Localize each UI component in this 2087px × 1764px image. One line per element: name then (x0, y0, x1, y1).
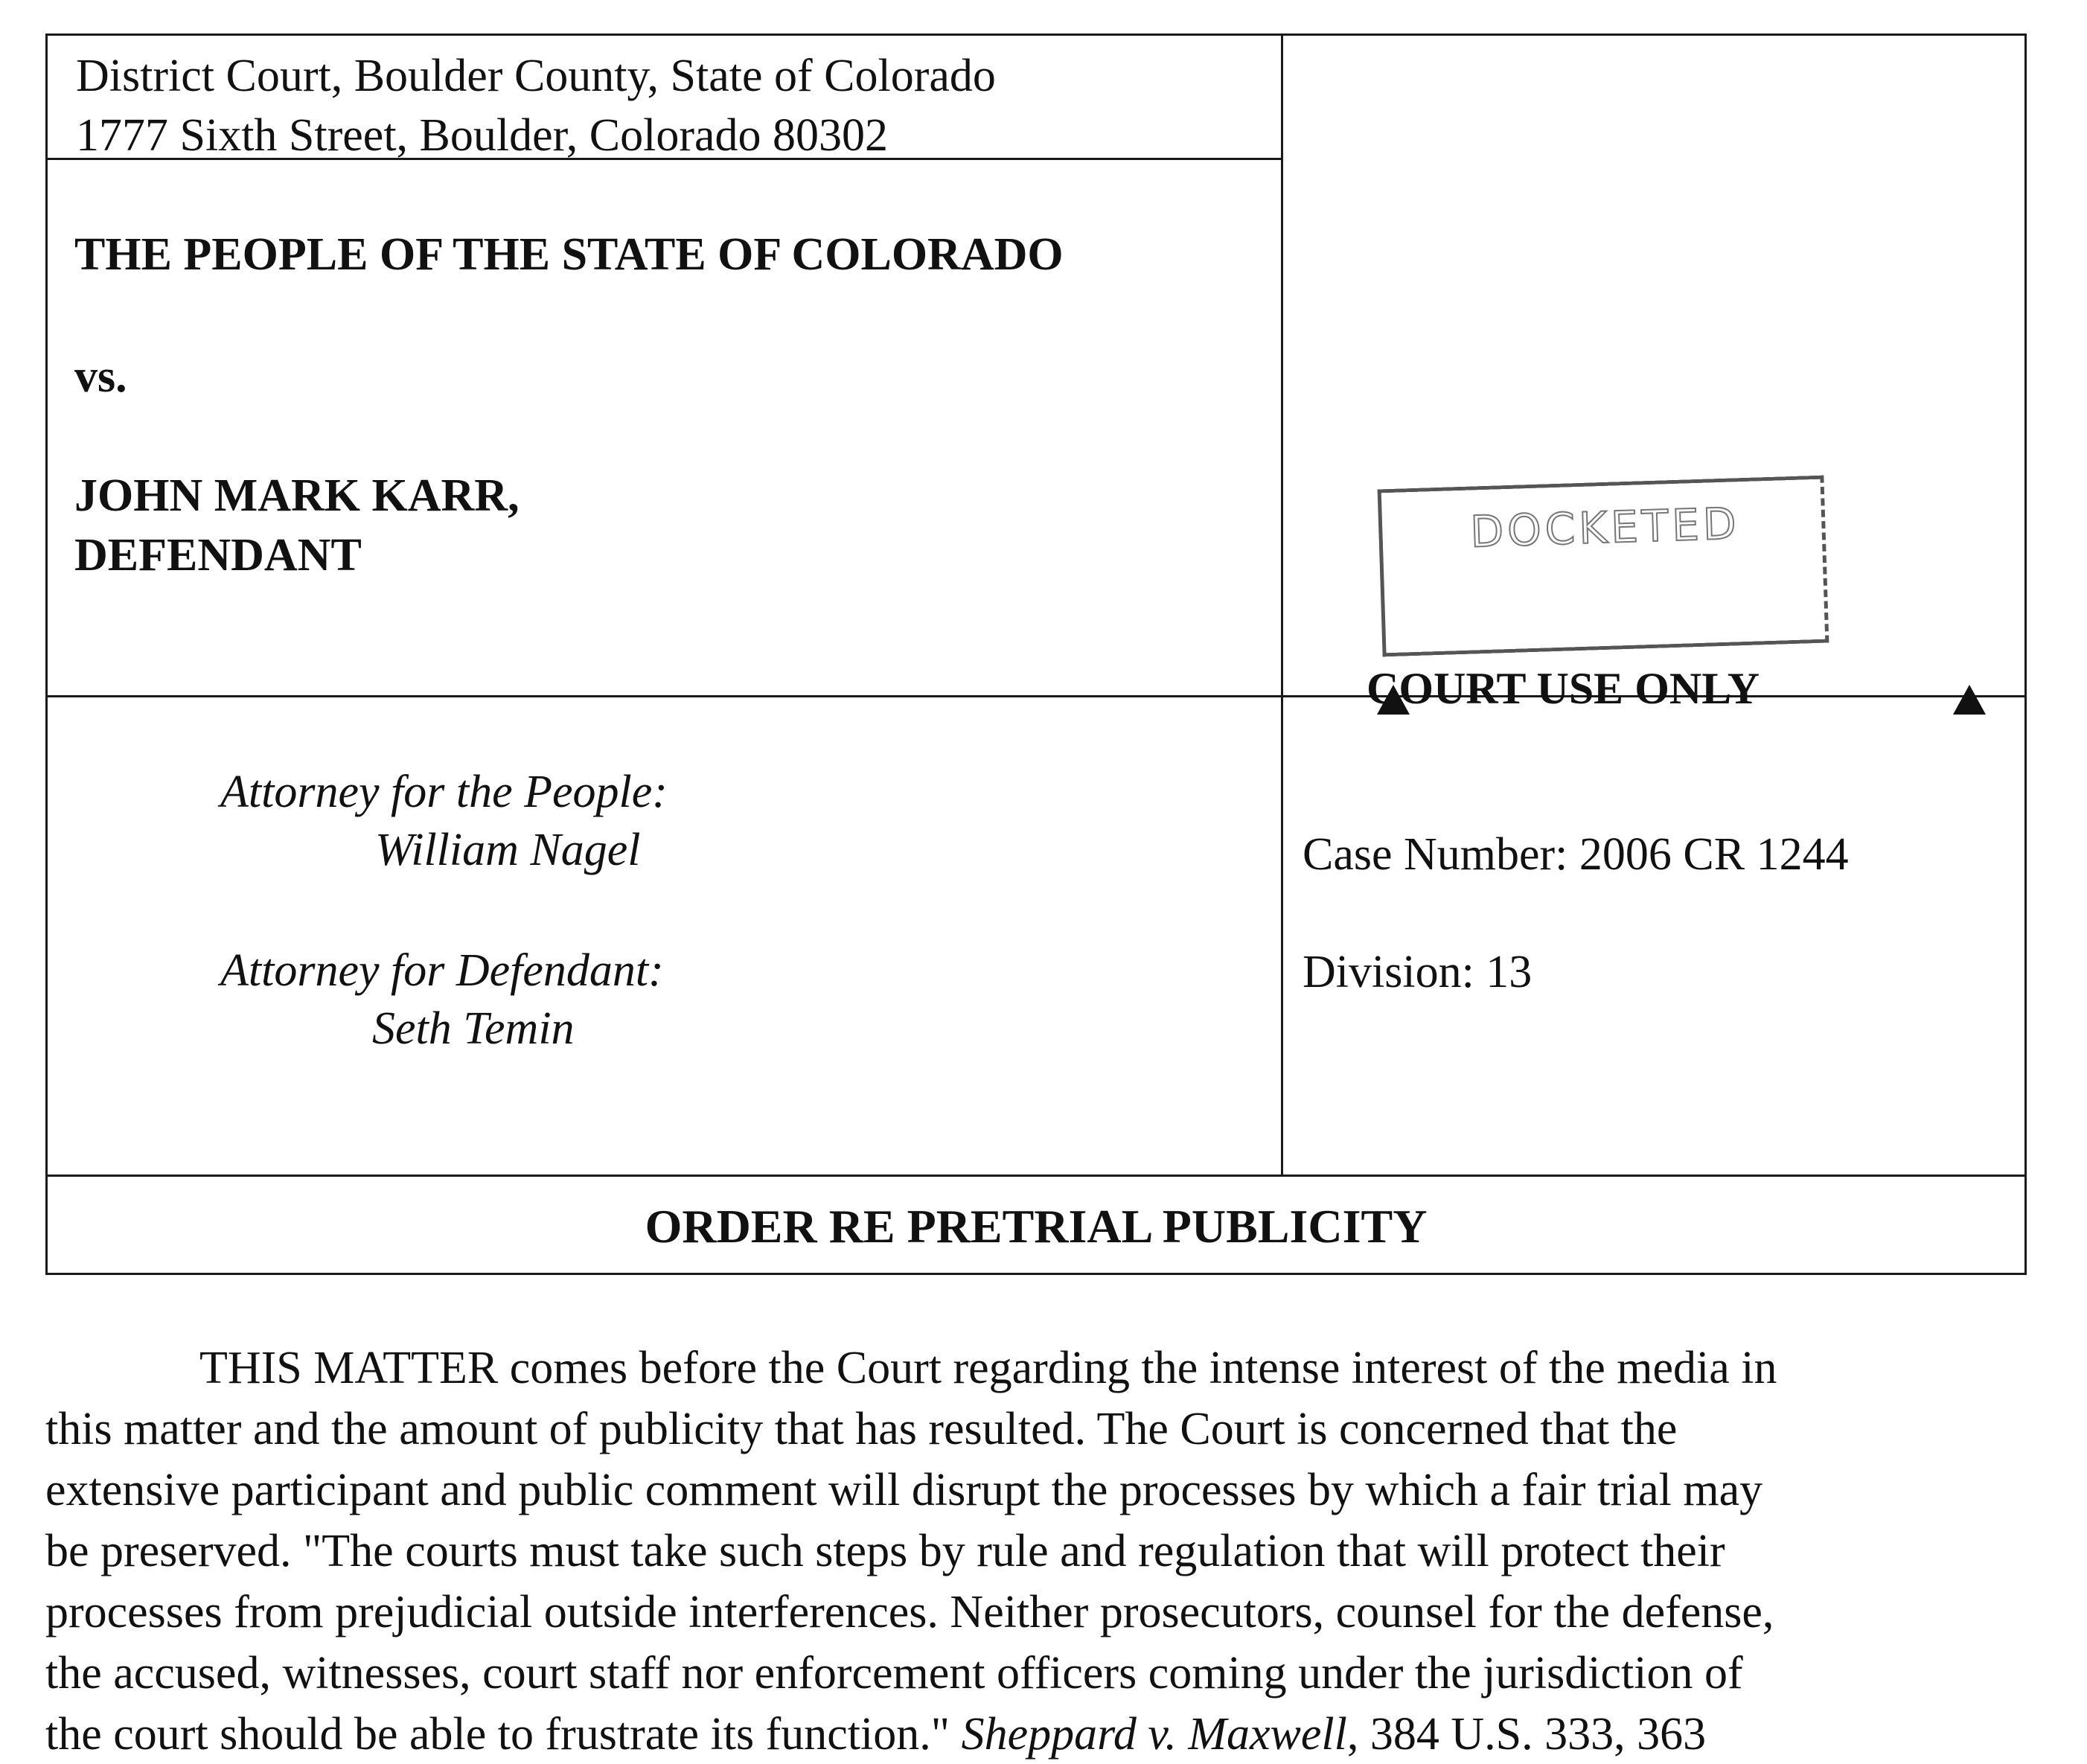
citation-reference: , 384 U.S. 333, 363 (1346, 1709, 1707, 1760)
citation-case-name: Sheppard v. Maxwell (961, 1709, 1347, 1760)
body-line: THIS MATTER comes before the Court regarding the intense interest of the media in (199, 1343, 1777, 1393)
body-line: processes from prejudicial outside interferences. Neither prosecutors, counsel for the defense, (45, 1587, 1774, 1637)
caption-divider-vertical (1281, 36, 1283, 1176)
versus: vs. (74, 351, 127, 402)
defendant-role: DEFENDANT (74, 530, 362, 581)
plaintiff: THE PEOPLE OF THE STATE OF COLORADO (74, 229, 1064, 280)
docketed-stamp (1378, 476, 1829, 657)
body-line: this matter and the amount of publicity that has resulted. The Court is concerned that the (45, 1404, 1678, 1454)
body-line-citation (45, 1704, 1706, 1764)
body-line: the accused, witnesses, court staff nor enforcement officers coming under the jurisdiction of (45, 1648, 1743, 1699)
body-line: be preserved. "The courts must take such steps by rule and regulation that will protect their (45, 1526, 1725, 1576)
attorney-defendant-label: Attorney for Defendant: (220, 945, 664, 996)
attorney-people-name: William Nagel (375, 825, 641, 875)
attorney-defendant-name: Seth Temin (372, 1003, 575, 1054)
order-title: ORDER RE PRETRIAL PUBLICITY (645, 1200, 1428, 1253)
body-line-text: the court should be able to frustrate its function." (45, 1709, 962, 1760)
caption-divider-title (48, 1175, 2024, 1177)
court-name: District Court, Boulder County, State of Colorado (76, 51, 996, 101)
court-use-only: COURT USE ONLY (1367, 664, 1760, 713)
court-address: 1777 Sixth Street, Boulder, Colorado 80302 (76, 110, 889, 161)
division: Division: 13 (1303, 947, 1533, 997)
case-number: Case Number: 2006 CR 1244 (1303, 829, 1849, 880)
triangle-up-icon (1953, 685, 1986, 715)
body-line: extensive participant and public comment will disrupt the processes by which a fair trial may (45, 1465, 1763, 1515)
attorney-people-label: Attorney for the People: (220, 767, 668, 817)
defendant-name: JOHN MARK KARR, (74, 470, 520, 521)
stamp-text: DOCKETED (1469, 498, 1741, 557)
caption-table (45, 33, 2027, 1275)
